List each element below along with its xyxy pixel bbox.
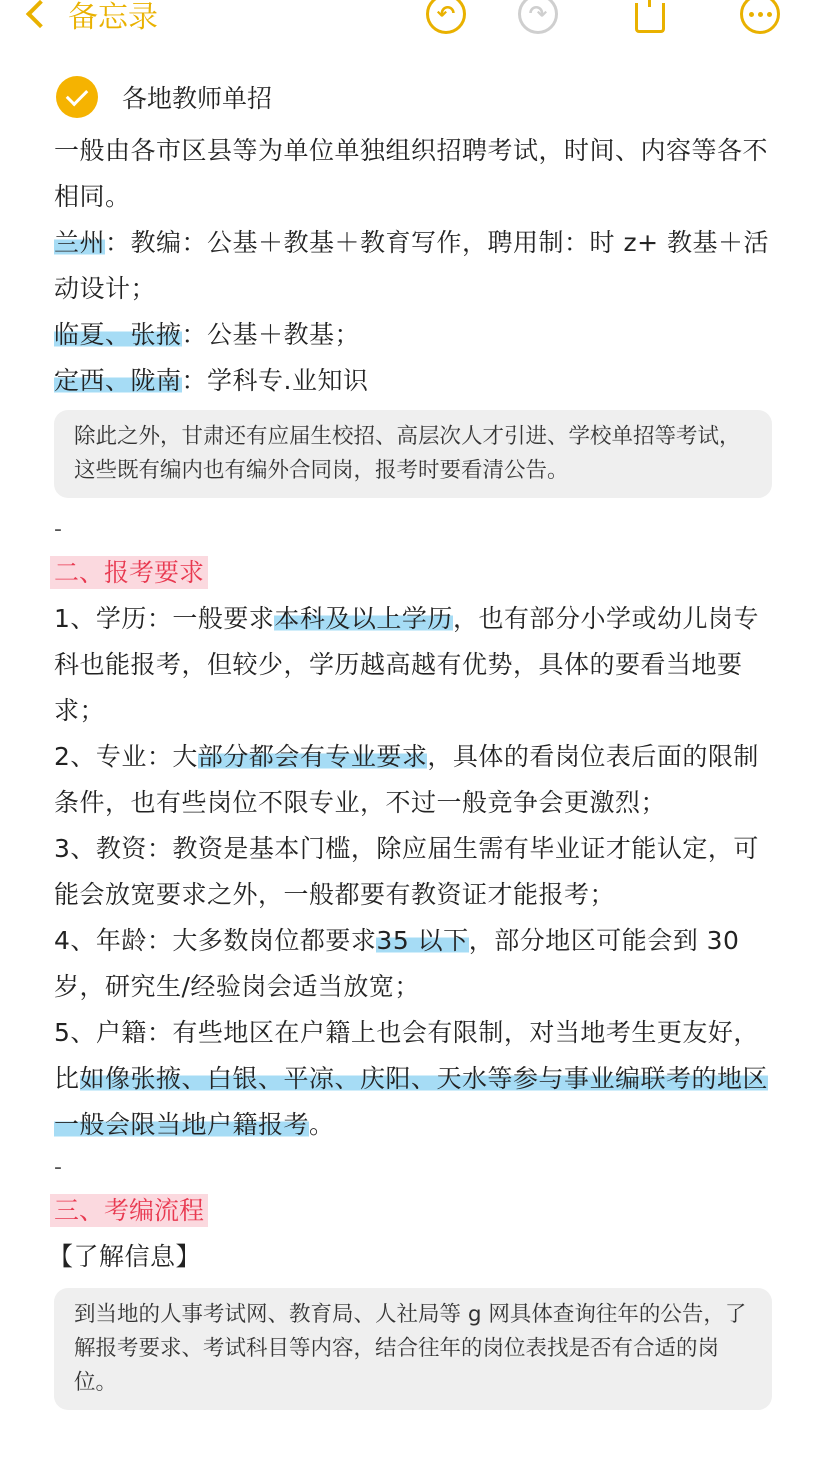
back-label: 备忘录: [68, 0, 158, 35]
separator-dash: -: [54, 517, 62, 542]
section-title: 三、考编流程: [50, 1194, 208, 1227]
more-icon: [740, 0, 780, 34]
req-highlight: 35 以下: [376, 926, 469, 955]
separator-dash: -: [54, 1155, 62, 1180]
checklist-row: [54, 72, 774, 122]
city-name: 定西、陇南: [54, 366, 182, 395]
city-name: 兰州: [54, 228, 106, 257]
req-text: 4、年龄：大多数岗位都要求: [54, 926, 377, 955]
checklist-item-text: 各地教师单招: [122, 84, 273, 113]
req-highlight: 部分都会有专业要求: [197, 742, 428, 771]
section-title: 二、报考要求: [50, 556, 208, 589]
city-line-linxia: [54, 312, 774, 358]
requirement-hukou: [54, 1010, 774, 1148]
section-heading: [54, 550, 774, 596]
checkmark-icon[interactable]: [56, 76, 98, 118]
note-body[interactable]: [48, 72, 774, 1418]
quote-block: 除此之外，甘肃还有应届生校招、高层次人才引进、学校单招等考试，这些既有编内也有编外合同岗，报考时要看清公告。: [54, 410, 772, 498]
chevron-left-icon: [26, 0, 54, 28]
req-text: ，具体的看岗位表后面的限制条件，也有些岗位不限专业，不过一般竞争会更激烈；: [54, 742, 759, 817]
more-button[interactable]: [738, 0, 782, 36]
req-highlight: 如像张掖、白银、平凉、庆阳、天水等参与事业编联考的地区一般会限当地户籍报考: [54, 1064, 769, 1139]
requirement-major: [54, 734, 774, 826]
back-button[interactable]: [22, 0, 158, 36]
toolbar: [0, 0, 827, 40]
share-icon: [635, 3, 665, 33]
city-line-lanzhou: [54, 220, 774, 312]
req-text: 2、专业：大: [54, 742, 198, 771]
redo-icon: ↷: [518, 0, 558, 34]
section-heading: [54, 1188, 774, 1234]
requirement-age: [54, 918, 774, 1010]
req-text: ，部分地区可能会到 30 岁，研究生/经验岗会适当放宽；: [54, 926, 740, 1001]
req-text: ，也有部分小学或幼儿岗专科也能报考，但较少，学历越高越有优势，具体的要看当地要求；: [54, 604, 759, 725]
req-text: 。: [309, 1110, 335, 1139]
quote-block: 到当地的人事考试网、教育局、人社局等 g 网具体查询往年的公告，了解报考要求、考试科目等内容，结合往年的岗位表找是否有合适的岗位。: [54, 1288, 772, 1410]
req-text: 5、户籍：有些地区在户籍上也会有限制，对当地考生更友好，比: [54, 1018, 759, 1093]
redo-button[interactable]: [516, 0, 560, 36]
city-detail: ：公基＋教基；: [181, 320, 361, 349]
city-detail: ：教编：公基＋教基＋教育写作，聘用制：时 z+ 教基＋活动设计；: [54, 228, 769, 303]
requirement-education: [54, 596, 774, 734]
req-text: 1、学历：一般要求: [54, 604, 275, 633]
city-detail: ：学科专.业知识: [181, 366, 369, 395]
bracket-heading: 【了解信息】: [48, 1242, 202, 1271]
undo-icon: ↶: [426, 0, 466, 34]
requirement-certificate: 3、教资：教资是基本门槛，除应届生需有毕业证才能认定，可能会放宽要求之外，一般都要有教资证才能报考；: [54, 834, 759, 909]
req-highlight: 本科及以上学历: [274, 604, 453, 633]
city-line-dingxi: [54, 358, 774, 404]
share-button[interactable]: [628, 0, 672, 36]
intro-paragraph: 一般由各市区县等为单位单独组织招聘考试，时间、内容等各不相同。: [54, 136, 769, 211]
city-name: 临夏、张掖: [54, 320, 182, 349]
undo-button[interactable]: [424, 0, 468, 36]
